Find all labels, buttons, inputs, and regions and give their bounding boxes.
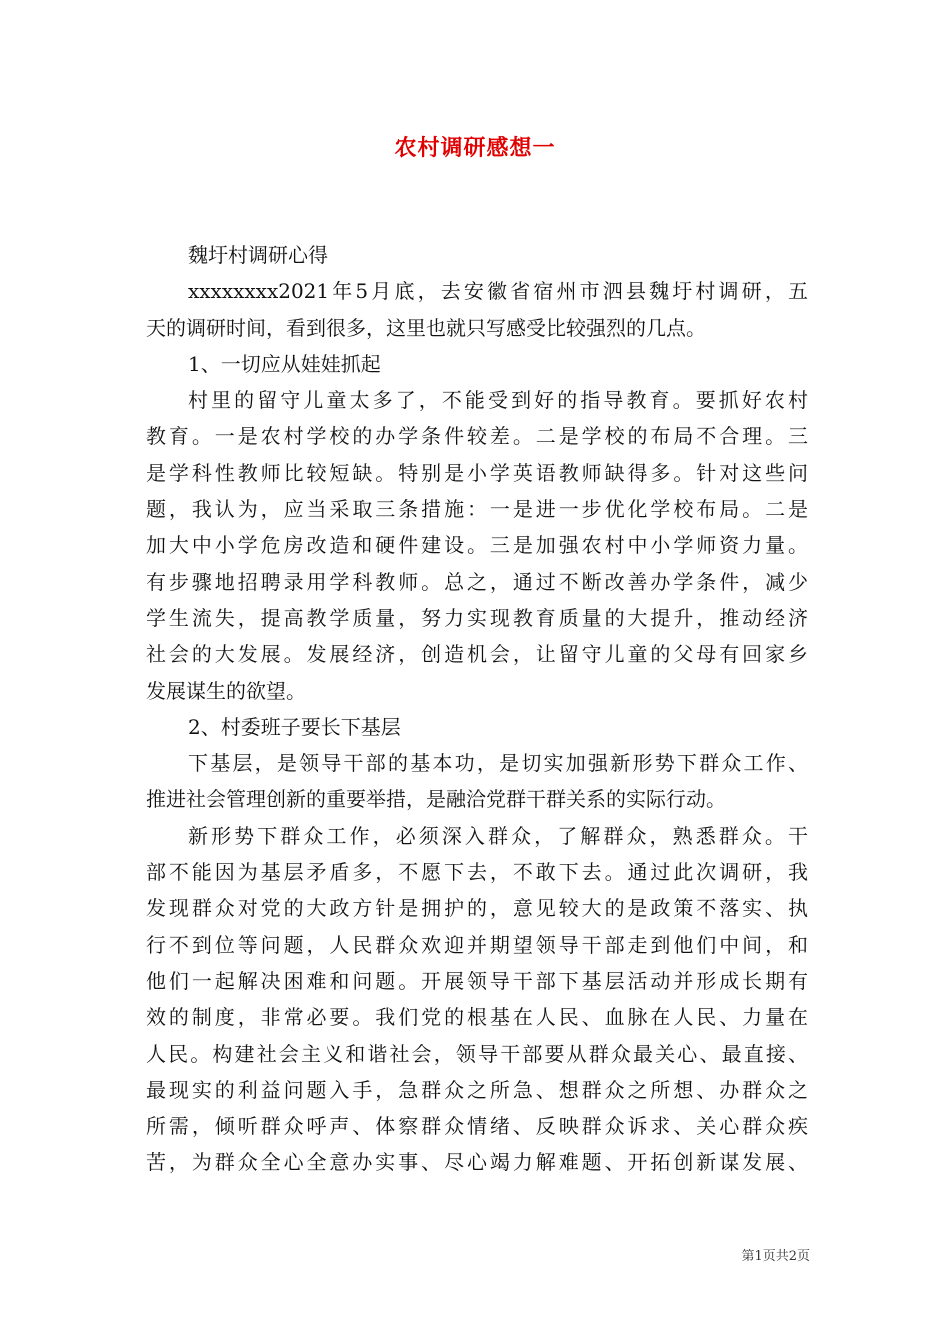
- paragraph-line: 有步骤地招聘录用学科教师。总之，通过不断改善办学条件，减少: [146, 569, 808, 594]
- paragraph-line: 是学科性教师比较短缺。特别是小学英语教师缺得多。针对这些问: [146, 460, 808, 485]
- paragraph-line: 社会的大发展。发展经济，创造机会，让留守儿童的父母有回家乡: [146, 642, 808, 667]
- paragraph-line: 下基层，是领导干部的基本功，是切实加强新形势下群众工作、: [188, 751, 808, 776]
- document-title: 农村调研感想一: [394, 135, 556, 161]
- paragraph-line: 村里的留守儿童太多了，不能受到好的指导教育。要抓好农村: [188, 388, 808, 413]
- section-heading: 1、一切应从娃娃抓起: [188, 351, 381, 376]
- section-heading: 魏圩村调研心得: [188, 243, 328, 267]
- paragraph-line: 天的调研时间，看到很多，这里也就只写感受比较强烈的几点。: [146, 315, 706, 340]
- paragraph-line: 教育。一是农村学校的办学条件较差。二是学校的布局不合理。三: [146, 424, 808, 449]
- paragraph-line: 所需，倾听群众呼声、体察群众情绪、反映群众诉求、关心群众疾: [146, 1114, 808, 1139]
- paragraph-line: 题，我认为，应当采取三条措施：一是进一步优化学校布局。二是: [146, 497, 808, 522]
- paragraph-line: 推进社会管理创新的重要举措，是融洽党群干群关系的实际行动。: [146, 787, 726, 812]
- paragraph-line: 效的制度，非常必要。我们党的根基在人民、血脉在人民、力量在: [146, 1005, 808, 1030]
- paragraph-line: 学生流失，提高教学质量，努力实现教育质量的大提升，推动经济: [146, 605, 808, 630]
- paragraph-line: 他们一起解决困难和问题。开展领导干部下基层活动并形成长期有: [146, 968, 808, 993]
- paragraph-line: 行不到位等问题，人民群众欢迎并期望领导干部走到他们中间，和: [146, 932, 808, 957]
- section-heading: 2、村委班子要长下基层: [188, 714, 401, 739]
- paragraph-line: 新形势下群众工作，必须深入群众，了解群众，熟悉群众。干: [188, 823, 808, 848]
- paragraph-line: 苦，为群众全心全意办实事、尽心竭力解难题、开拓创新谋发展、: [146, 1150, 808, 1175]
- paragraph-line: 发现群众对党的大政方针是拥护的，意见较大的是政策不落实、执: [146, 896, 808, 921]
- document-body: [146, 237, 808, 1181]
- paragraph-line: 部不能因为基层矛盾多，不愿下去，不敢下去。通过此次调研，我: [146, 860, 808, 885]
- paragraph-line: 加大中小学危房改造和硬件建设。三是加强农村中小学师资力量。: [146, 533, 808, 558]
- page-number: 第1页共2页: [741, 1249, 810, 1264]
- paragraph-line: 最现实的利益问题入手，急群众之所急、想群众之所想、办群众之: [146, 1077, 808, 1102]
- paragraph-line: xxxxxxxx2021年5月底，去安徽省宿州市泗县魏圩村调研，五: [188, 279, 808, 304]
- paragraph-line: 人民。构建社会主义和谐社会，领导干部要从群众最关心、最直接、: [146, 1041, 808, 1066]
- paragraph-line: 发展谋生的欲望。: [146, 678, 306, 703]
